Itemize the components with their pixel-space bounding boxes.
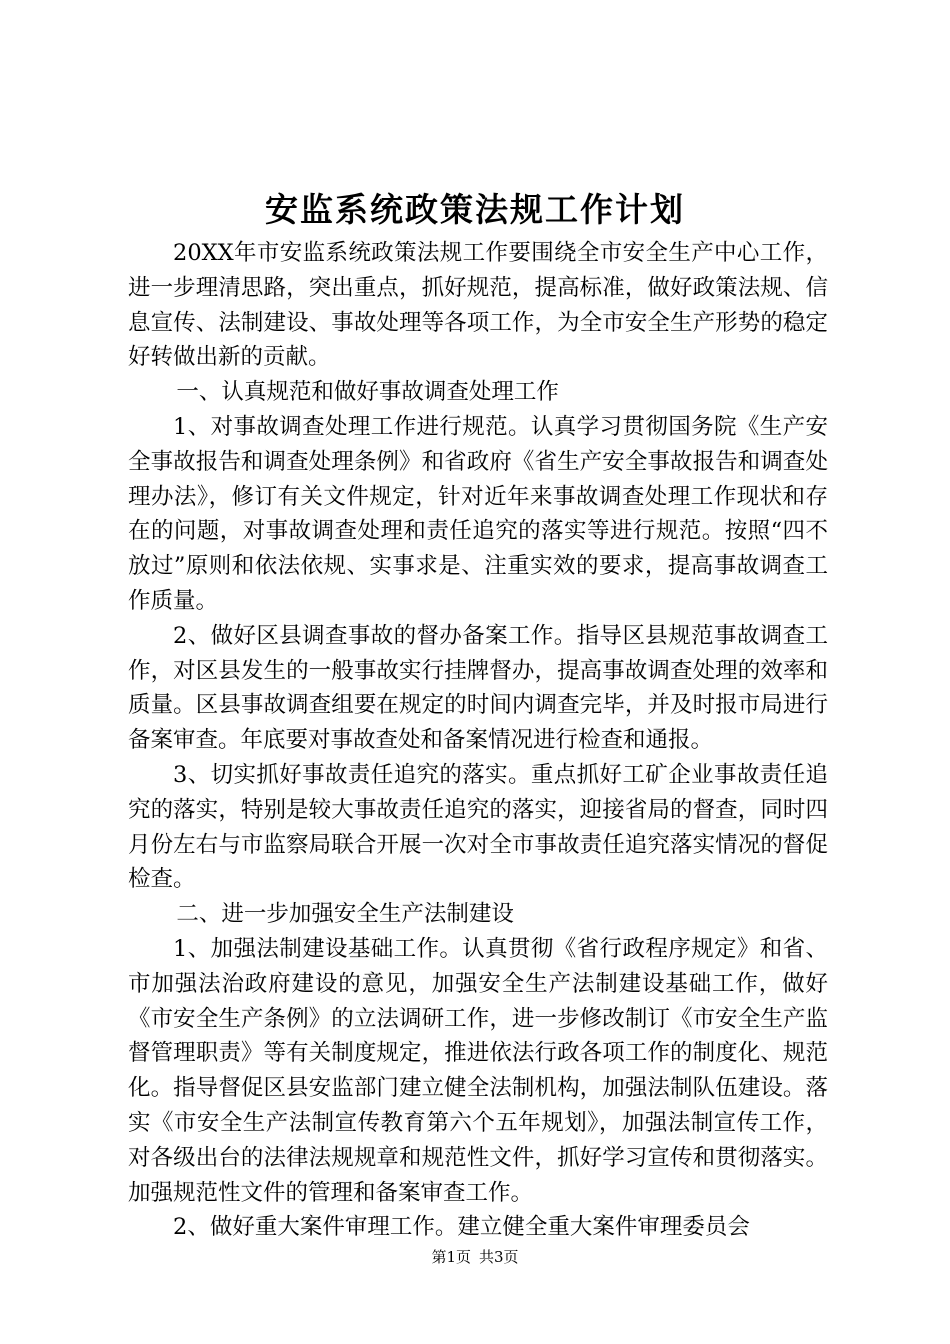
intro-paragraph: 20XX年市安监系统政策法规工作要围绕全市安全生产中心工作，进一步理清思路，突出重点，抓好规范，提高标准，做好政策法规、信息宣传、法制建设、事故处理等各项工作，为全市安全生产形势的稳定好转做出新的贡献。	[128, 240, 828, 371]
page-footer	[0, 1247, 950, 1267]
section-heading-1: 一、认真规范和做好事故调查处理工作	[176, 379, 559, 406]
body-paragraph: 1、加强法制建设基础工作。认真贯彻《省行政程序规定》和省、市加强法治政府建设的意见，加强安全生产法制建设基础工作，做好《市安全生产条例》的立法调研工作，进一步修改制订《市安全生产监督管理职责》等有关制度规定，推进依法行政各项工作的制度化、规范化。指导督促区县安监部门建立健全法制机构，加强法制队伍建设。落实《市安全生产法制宣传教育第六个五年规划》，加强法制宣传工作，对各级出台的法律法规规章和规范性文件，抓好学习宣传和贯彻落实。加强规范性文件的管理和备案审查工作。	[128, 935, 828, 1206]
body-paragraph: 2、做好区县调查事故的督办备案工作。指导区县规范事故调查工作，对区县发生的一般事故实行挂牌督办，提高事故调查处理的效率和质量。区县事故调查组要在规定的时间内调查完毕，并及时报市局进行备案审查。年底要对事故查处和备案情况进行检查和通报。	[128, 622, 828, 754]
section-heading-2: 二、进一步加强安全生产法制建设	[176, 901, 514, 928]
document-title: 安监系统政策法规工作计划	[265, 190, 685, 229]
page-total: 共3页	[479, 1248, 519, 1266]
body-paragraph: 1、对事故调查处理工作进行规范。认真学习贯彻国务院《生产安全事故报告和调查处理条例》和省政府《省生产安全事故报告和调查处理办法》，修订有关文件规定，针对近年来事故调查处理工作现状和存在的问题，对事故调查处理和责任追究的落实等进行规范。按照“四不放过”原则和依法依规、实事求是、注重实效的要求，提高事故调查工作质量。	[128, 413, 828, 614]
body-paragraph: 2、做好重大案件审理工作。建立健全重大案件审理委员会	[173, 1214, 750, 1241]
document-body	[128, 236, 828, 1245]
page-number: 第1页	[431, 1248, 471, 1266]
body-paragraph: 3、切实抓好事故责任追究的落实。重点抓好工矿企业事故责任追究的落实，特别是较大事故责任追究的落实，迎接省局的督查，同时四月份左右与市监察局联合开展一次对全市事故责任追究落实情况的督促检查。	[128, 761, 828, 893]
